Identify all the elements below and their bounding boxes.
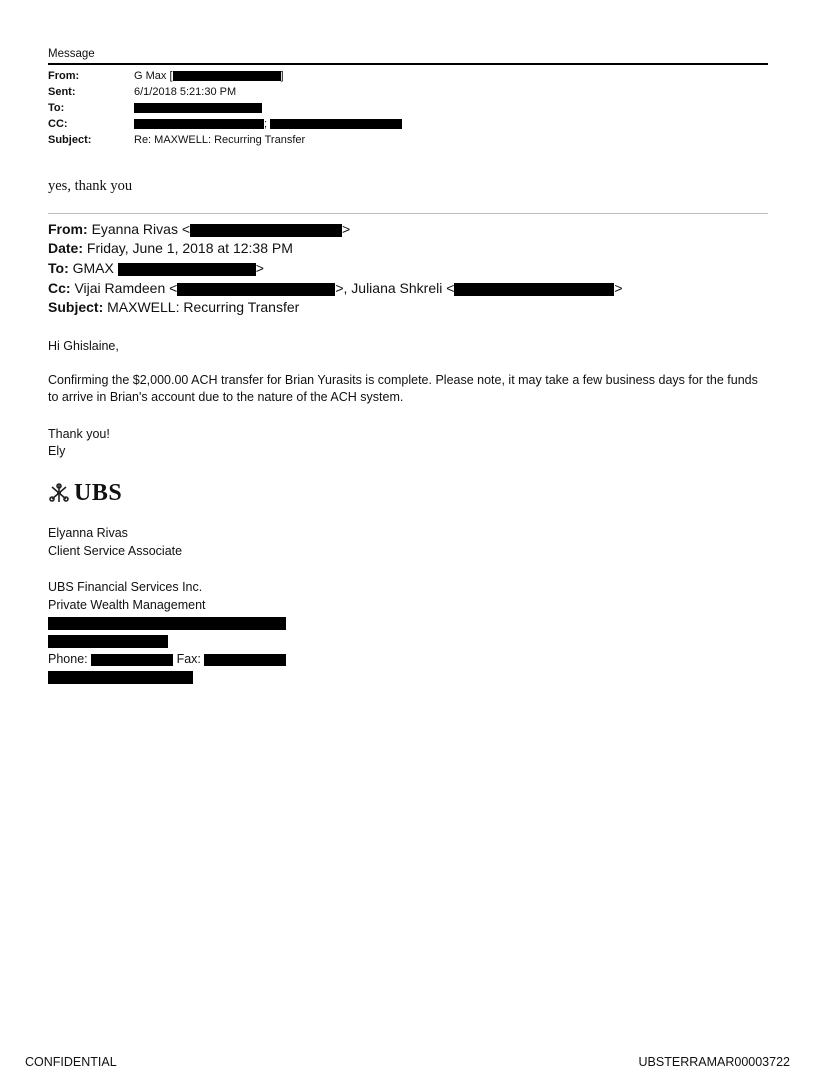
redaction [190,224,342,237]
outer-sent-key: Sent: [48,86,76,98]
outer-subject-row [48,133,305,147]
quoted-to-value: GMAX [72,260,114,276]
redaction [118,263,256,276]
quoted-from-key: From: [48,221,88,237]
signature-company: UBS Financial Services Inc. [48,580,203,594]
quoted-to-row [48,259,264,278]
quoted-date-key: Date: [48,240,84,256]
quoted-from-value: Eyanna Rivas < [91,221,191,237]
quoted-subject-row [48,298,299,317]
thanks-line: Thank you! [48,427,110,441]
redaction [91,654,173,666]
sign-line: Ely [48,444,66,458]
footer-bates-number: UBSTERRAMAR00003722 [638,1055,790,1069]
quoted-subject-value: MAXWELL: Recurring Transfer [107,299,300,315]
reply-text: yes, thank you [48,178,133,194]
quoted-date-row [48,239,293,258]
redaction [454,283,614,296]
quoted-subject-key: Subject: [48,299,104,315]
outer-cc-key: CC: [48,118,68,130]
redaction [177,283,335,296]
quoted-cc-value-2: >, Juliana Shkreli < [335,280,455,296]
signature-name: Elyanna Rivas [48,526,128,540]
footer-confidential: CONFIDENTIAL [25,1055,117,1069]
header-rule [48,63,768,65]
quoted-from-close: > [342,221,351,237]
outer-cc-sep: ; [264,118,268,130]
outer-cc-row [48,117,402,131]
quoted-to-close: > [255,260,264,276]
redaction [134,119,264,129]
outer-subject-key: Subject: [48,134,92,146]
quoted-from-row [48,220,350,239]
ubs-logo-text: UBS [74,479,123,506]
signature-title: Client Service Associate [48,544,183,558]
keys-icon [48,482,70,504]
body-paragraph: Confirming the $2,000.00 ACH transfer for Brian Yurasits is complete. Please note, it may take a few business days for the funds to arrive in Brian's account due to the nature of the ACH system. [48,373,758,404]
redaction [48,617,286,630]
outer-to-row [48,101,262,115]
quoted-cc-row [48,279,623,298]
phone-fax-row [48,651,286,668]
phone-label: Phone: [48,652,88,666]
greeting: Hi Ghislaine, [48,339,119,353]
outer-subject-value: Re: MAXWELL: Recurring Transfer [134,134,306,146]
quoted-cc-value-1: Vijai Ramdeen < [74,280,178,296]
message-label: Message [48,48,95,60]
redaction [204,654,286,666]
outer-sent-row [48,85,236,99]
redaction [48,671,193,684]
redaction [270,119,402,129]
redaction [173,71,281,81]
quoted-cc-key: Cc: [48,280,71,296]
outer-from-key: From: [48,70,80,82]
signature-division: Private Wealth Management [48,598,206,612]
outer-from-end: ] [280,70,284,82]
quoted-to-key: To: [48,260,69,276]
redaction [48,635,168,648]
quoted-cc-close: > [614,280,623,296]
quote-separator [48,213,768,214]
outer-to-key: To: [48,102,65,114]
redaction [134,103,262,113]
outer-from-value: G Max [ [134,70,173,82]
outer-sent-value: 6/1/2018 5:21:30 PM [134,86,237,98]
outer-from-row [48,69,284,83]
quoted-date-value: Friday, June 1, 2018 at 12:38 PM [86,240,293,256]
fax-label: Fax: [176,652,201,666]
ubs-logo [48,478,122,508]
